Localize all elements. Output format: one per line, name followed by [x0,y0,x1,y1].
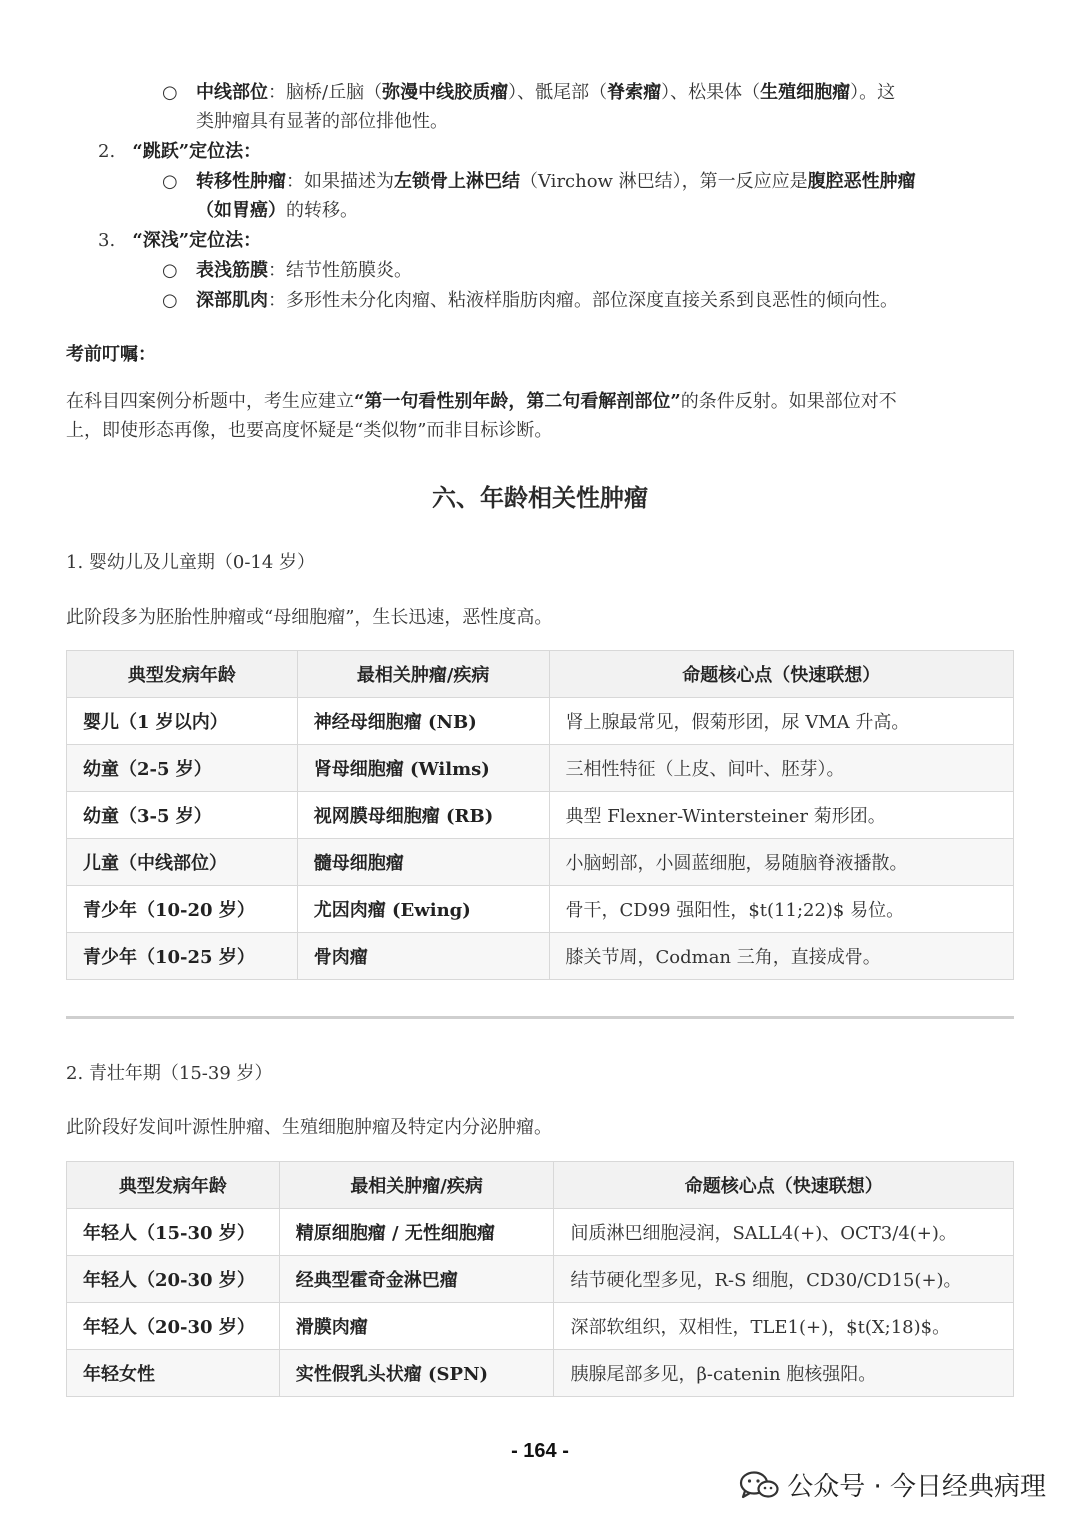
list-number: 2. [98,141,116,162]
cell-tumor: 视网膜母细胞瘤 (RB) [297,792,549,839]
bullet-circle: ○ [162,82,178,103]
cell-tumor: 滑膜肉瘤 [279,1303,554,1350]
metastatic-continuation [196,197,358,225]
list-label: “深浅”定位法： [132,230,262,251]
subsection-2-desc: 此阶段好发间叶源性肿瘤、生殖细胞肿瘤及特定内分泌肿瘤。 [66,1117,552,1138]
table-row [67,698,1014,745]
table-row [67,1303,1014,1350]
reminder-title: 考前叮嘱： [66,344,156,365]
cell-key-point: 间质淋巴细胞浸润，SALL4(+)、OCT3/4(+)。 [554,1209,1014,1256]
table-row [67,745,1014,792]
cell-tumor: 尤因肉瘤 (Ewing) [297,886,549,933]
cell-age: 青少年（10-25 岁） [67,933,298,980]
table-young-adult [66,1161,1014,1397]
midline-text: ：脑桥/丘脑（ [268,82,383,103]
midline-bold-3: 生殖细胞瘤 [760,82,851,103]
superficial-label: 表浅筋膜 [196,260,268,281]
midline-text: ）。这 [850,82,896,103]
cell-age: 年轻女性 [67,1350,280,1397]
cell-key-point: 骨干，CD99 强阳性，$t(11;22)$ 易位。 [549,886,1014,933]
table-row [67,792,1014,839]
reminder-text-part: 在科目四案例分析题中，考生应建立 [66,391,354,412]
table-row [67,1350,1014,1397]
table-row [67,1256,1014,1303]
metastatic-label: 转移性肿瘤 [196,171,286,192]
metastatic-bold-1: 左锁骨上淋巴结 [394,171,520,192]
midline-text: ）、松果体（ [661,82,761,103]
metastatic-text: （Virchow 淋巴结），第一反应应是 [520,171,808,192]
cell-age: 儿童（中线部位） [67,839,298,886]
metastatic-bold-2: 腹腔恶性肿瘤 [807,171,916,192]
deep-text: ：多形性未分化肉瘤、粘液样脂肪肉瘤。部位深度直接关系到良恶性的倾向性。 [268,290,898,311]
deep-item [196,287,898,315]
table-row [67,933,1014,980]
section-title: 六、年龄相关性肿瘤 [432,483,648,512]
cell-key-point: 深部软组织，双相性，TLE1(+)，$t(X;18)$。 [554,1303,1014,1350]
header-age: 典型发病年龄 [67,1162,280,1209]
cell-age: 婴儿（1 岁以内） [67,698,298,745]
header-tumor: 最相关肿瘤/疾病 [279,1162,554,1209]
table-header-row [67,651,1014,698]
metastatic-text: ：如果描述为 [286,171,394,192]
cell-age: 年轻人（15-30 岁） [67,1209,280,1256]
header-age: 典型发病年龄 [67,651,298,698]
cell-key-point: 肾上腺最常见，假菊形团，尿 VMA 升高。 [549,698,1014,745]
list-label: “跳跃”定位法： [132,141,262,162]
horizontal-divider [66,1016,1014,1019]
midline-label: 中线部位 [196,82,268,103]
cell-tumor: 神经母细胞瘤 (NB) [297,698,549,745]
cell-age: 青少年（10-20 岁） [67,886,298,933]
cell-tumor: 髓母细胞瘤 [297,839,549,886]
table-header-row [67,1162,1014,1209]
table-childhood [66,650,1014,980]
table-row [67,839,1014,886]
deep-label: 深部肌肉 [196,290,268,311]
cell-tumor: 实性假乳头状瘤 (SPN) [279,1350,554,1397]
cell-key-point: 三相性特征（上皮、间叶、胚芽）。 [549,745,1014,792]
header-key-point: 命题核心点（快速联想） [554,1162,1014,1209]
superficial-item [196,257,412,285]
reminder-continuation: 上，即使形态再像，也要高度怀疑是“类似物”而非目标诊断。 [66,420,553,441]
midline-continuation: 类肿瘤具有显著的部位排他性。 [196,111,448,132]
table-row [67,1209,1014,1256]
cell-key-point: 小脑蚓部，小圆蓝细胞，易随脑脊液播散。 [549,839,1014,886]
header-tumor: 最相关肿瘤/疾病 [297,651,549,698]
cell-tumor: 经典型霍奇金淋巴瘤 [279,1256,554,1303]
list-item-3 [98,227,261,255]
cell-key-point: 结节硬化型多见，R-S 细胞，CD30/CD15(+)。 [554,1256,1014,1303]
cell-age: 幼童（3-5 岁） [67,792,298,839]
subsection-1-title: 1. 婴幼儿及儿童期（0-14 岁） [66,552,316,573]
cell-age: 年轻人（20-30 岁） [67,1303,280,1350]
cell-key-point: 胰腺尾部多见，β-catenin 胞核强阳。 [554,1350,1014,1397]
midline-bold-1: 弥漫中线胶质瘤 [382,82,509,103]
cell-key-point: 典型 Flexner-Wintersteiner 菊形团。 [549,792,1014,839]
header-key-point: 命题核心点（快速联想） [549,651,1014,698]
midline-text: ）、骶尾部（ [508,82,608,103]
cell-age: 年轻人（20-30 岁） [67,1256,280,1303]
metastatic-text: 的转移。 [286,200,358,221]
subsection-1-desc: 此阶段多为胚胎性肿瘤或“母细胞瘤”，生长迅速，恶性度高。 [66,607,553,628]
cell-age: 幼童（2-5 岁） [67,745,298,792]
bullet-circle: ○ [162,290,178,311]
subsection-2-title: 2. 青壮年期（15-39 岁） [66,1063,273,1084]
table-row [67,886,1014,933]
cell-key-point: 膝关节周，Codman 三角，直接成骨。 [549,933,1014,980]
cell-tumor: 骨肉瘤 [297,933,549,980]
metastatic-bold-3: （如胃癌） [196,200,286,221]
reminder-text-part: 的条件反射。如果部位对不 [680,391,897,412]
wechat-icon [739,1470,779,1500]
page-number: - 164 - [511,1440,569,1462]
watermark-text: 公众号 · 今日经典病理 [787,1472,1046,1502]
reminder-bold: “第一句看性别年龄，第二句看解剖部位” [354,391,681,412]
watermark [739,1466,1046,1503]
bullet-circle: ○ [162,171,178,192]
metastatic-item [196,168,916,196]
cell-tumor: 肾母细胞瘤 (Wilms) [297,745,549,792]
list-number: 3. [98,230,116,251]
midline-bold-2: 脊索瘤 [607,82,662,103]
cell-tumor: 精原细胞瘤 / 无性细胞瘤 [279,1209,554,1256]
reminder-text [66,388,897,416]
superficial-text: ：结节性筋膜炎。 [268,260,412,281]
bullet-circle: ○ [162,260,178,281]
list-item-2 [98,138,261,166]
midline-item [196,79,895,107]
